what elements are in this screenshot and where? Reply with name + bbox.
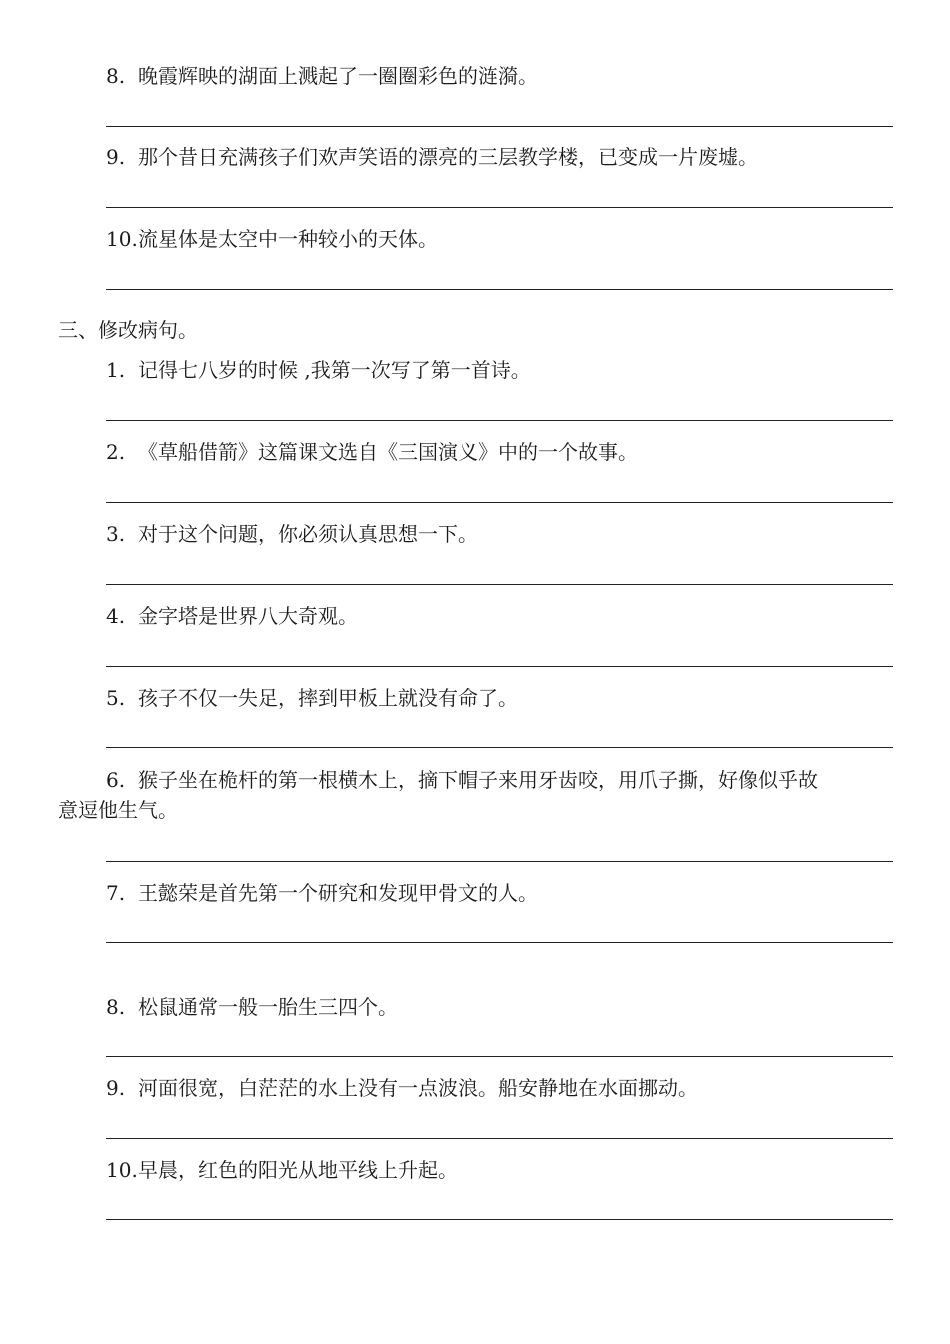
answer-line[interactable] [106, 942, 893, 943]
question-item [106, 356, 531, 384]
question-item [106, 225, 438, 253]
answer-line[interactable] [106, 207, 893, 208]
section-heading: 三、修改病句。 [58, 318, 198, 342]
question-number: 4. [106, 604, 126, 628]
question-text: 松鼠通常一般一胎生三四个。 [138, 995, 398, 1019]
question-text: 金字塔是世界八大奇观。 [138, 604, 358, 628]
answer-line[interactable] [106, 1138, 893, 1139]
question-number: 9. [106, 1076, 126, 1100]
question-item [106, 602, 358, 630]
question-text: 晚霞辉映的湖面上溅起了一圈圈彩色的涟漪。 [138, 64, 538, 88]
question-number: 6. [106, 768, 126, 792]
question-item [106, 438, 638, 466]
question-text: 对于这个问题，你必须认真思想一下。 [138, 522, 478, 546]
question-text: 记得七八岁的时候 ,我第一次写了第一首诗。 [138, 358, 531, 382]
question-text: 王懿荣是首先第一个研究和发现甲骨文的人。 [138, 881, 538, 905]
question-text: 《草船借箭》这篇课文选自《三国演义》中的一个故事。 [138, 440, 638, 464]
question-item [106, 1074, 698, 1102]
question-item [106, 143, 758, 171]
answer-line[interactable] [106, 861, 893, 862]
question-text: 流星体是太空中一种较小的天体。 [138, 227, 438, 251]
question-number: 8. [106, 995, 126, 1019]
question-number: 3. [106, 522, 126, 546]
question-number: 1. [106, 358, 126, 382]
question-text: 早晨，红色的阳光从地平线上升起。 [138, 1158, 458, 1182]
question-item [106, 993, 398, 1021]
question-number: 10. [106, 1158, 138, 1182]
question-text: 河面很宽，白茫茫的水上没有一点波浪。船安静地在水面挪动。 [138, 1076, 698, 1100]
answer-line[interactable] [106, 1219, 893, 1220]
answer-line[interactable] [106, 666, 893, 667]
question-item [106, 879, 538, 907]
question-number: 7. [106, 881, 126, 905]
answer-line[interactable] [106, 420, 893, 421]
question-text: 猴子坐在桅杆的第一根横木上，摘下帽子来用牙齿咬，用爪子撕，好像似乎故 [138, 768, 818, 792]
question-item [106, 684, 518, 712]
question-number: 8. [106, 64, 126, 88]
question-number: 9. [106, 145, 126, 169]
answer-line[interactable] [106, 289, 893, 290]
question-item [106, 1156, 458, 1184]
question-number: 2. [106, 440, 126, 464]
answer-line[interactable] [106, 1056, 893, 1057]
question-text-continued: 意逗他生气。 [58, 798, 178, 822]
answer-line[interactable] [106, 126, 893, 127]
question-item [106, 766, 818, 794]
question-text: 孩子不仅一失足，摔到甲板上就没有命了。 [138, 686, 518, 710]
answer-line[interactable] [106, 502, 893, 503]
question-number: 10. [106, 227, 138, 251]
answer-line[interactable] [106, 584, 893, 585]
question-item [106, 520, 478, 548]
question-number: 5. [106, 686, 126, 710]
question-text: 那个昔日充满孩子们欢声笑语的漂亮的三层教学楼，已变成一片废墟。 [138, 145, 758, 169]
answer-line[interactable] [106, 747, 893, 748]
question-item [106, 62, 538, 90]
